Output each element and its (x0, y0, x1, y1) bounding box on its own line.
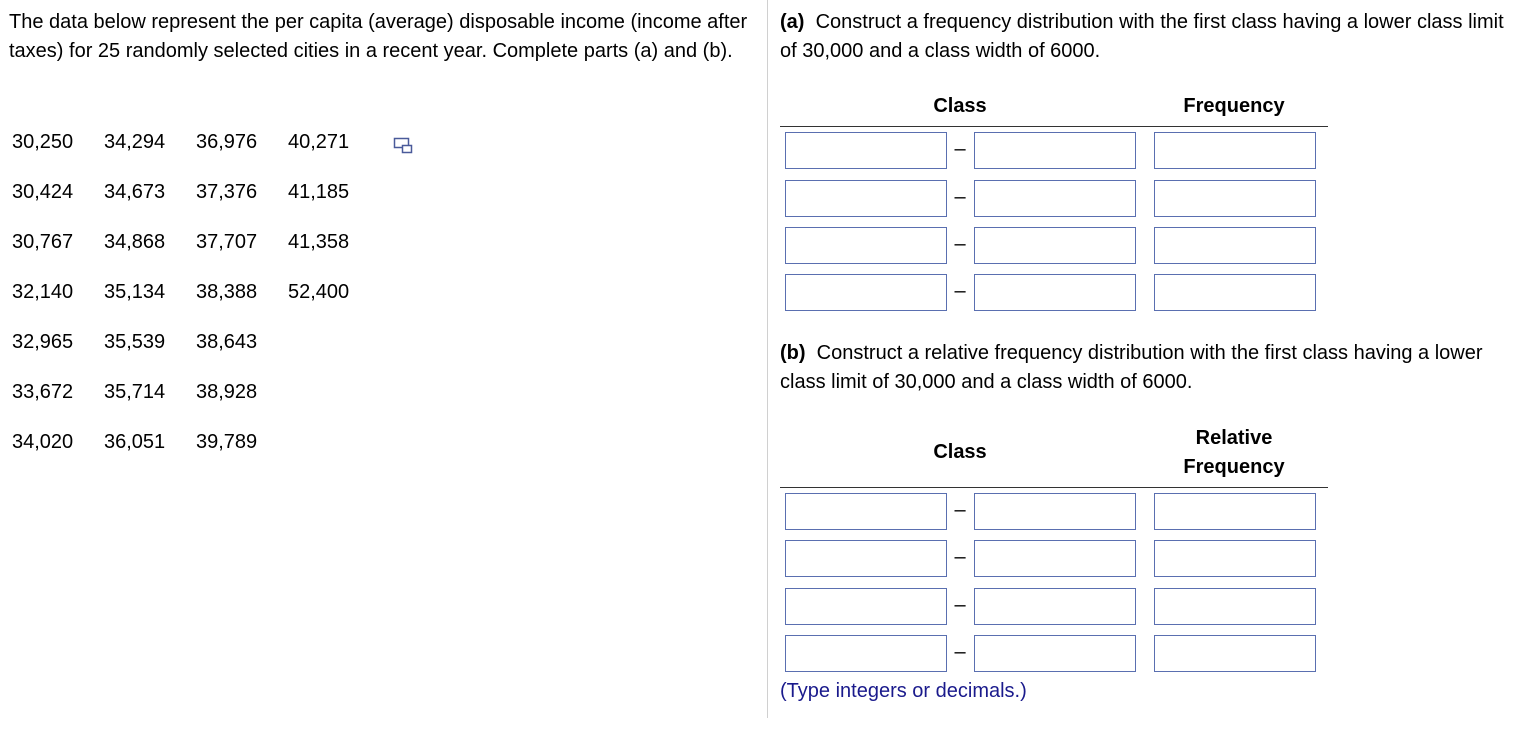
part-a-header-rule (780, 126, 1328, 127)
part-b-label: (b) (780, 342, 806, 364)
part-b-upper-limit-input[interactable] (974, 588, 1136, 625)
part-a-lower-limit-input[interactable] (785, 227, 947, 264)
data-cell: 36,976 (196, 131, 258, 153)
data-cell: 36,051 (104, 431, 166, 453)
range-dash: – (954, 186, 966, 208)
part-a-frequency-header: Frequency (1183, 95, 1285, 117)
part-a-lower-limit-input[interactable] (785, 132, 947, 169)
range-dash: – (954, 499, 966, 521)
part-a-upper-limit-input[interactable] (974, 227, 1136, 264)
data-table (12, 128, 380, 478)
data-cell: 30,767 (12, 231, 74, 253)
range-dash: – (954, 280, 966, 302)
part-b-upper-limit-input[interactable] (974, 493, 1136, 530)
data-cell: 32,140 (12, 281, 74, 303)
part-a-question (780, 8, 1525, 66)
data-cell: 32,965 (12, 331, 74, 353)
part-a-label: (a) (780, 11, 805, 33)
column-divider (767, 0, 768, 718)
part-b-lower-limit-input[interactable] (785, 635, 947, 672)
data-cell: 40,271 (288, 131, 350, 153)
problem-statement-panel (9, 8, 749, 66)
part-b-lower-limit-input[interactable] (785, 540, 947, 577)
part-b-class-header: Class (933, 441, 987, 463)
part-b-relative-frequency-input[interactable] (1154, 540, 1316, 577)
data-cell: 35,539 (104, 331, 166, 353)
data-row (12, 328, 380, 378)
part-a-text: Construct a frequency distribution with the first class having a lower class limit of 30,000 and a class width of 6000. (780, 11, 1504, 62)
data-cell: 41,185 (288, 181, 350, 203)
part-a-frequency-input[interactable] (1154, 132, 1316, 169)
part-a-frequency-input[interactable] (1154, 180, 1316, 217)
part-b-relative-frequency-input[interactable] (1154, 635, 1316, 672)
data-cell: 38,388 (196, 281, 258, 303)
data-cell: 34,868 (104, 231, 166, 253)
part-b-header-rule (780, 487, 1328, 488)
part-a-lower-limit-input[interactable] (785, 274, 947, 311)
part-b-relative-frequency-input[interactable] (1154, 588, 1316, 625)
intro-text: The data below represent the per capita (average) disposable income (income after taxes) for 25 randomly selected cities in a recent year. Complete parts (a) and (b). (9, 11, 748, 62)
part-a-class-header: Class (933, 95, 987, 117)
data-row (12, 178, 380, 228)
data-row (12, 378, 380, 428)
part-a-frequency-input[interactable] (1154, 274, 1316, 311)
range-dash: – (954, 233, 966, 255)
data-cell: 33,672 (12, 381, 74, 403)
part-b-lower-limit-input[interactable] (785, 493, 947, 530)
data-cell: 30,250 (12, 131, 74, 153)
header-line: Relative (1195, 427, 1273, 449)
part-a-lower-limit-input[interactable] (785, 180, 947, 217)
data-cell: 35,714 (104, 381, 166, 403)
part-b-relative-frequency-header (1154, 424, 1314, 482)
part-b-question (780, 339, 1525, 397)
data-cell: 38,928 (196, 381, 258, 403)
data-cell: 52,400 (288, 281, 350, 303)
data-row (12, 228, 380, 278)
range-dash: – (954, 641, 966, 663)
data-cell: 41,358 (288, 231, 350, 253)
data-cell: 37,707 (196, 231, 258, 253)
part-a-upper-limit-input[interactable] (974, 180, 1136, 217)
data-cell: 37,376 (196, 181, 258, 203)
part-b-text: Construct a relative frequency distribution with the first class having a lower class limit of 30,000 and a class width of 6000. (780, 342, 1483, 393)
data-cell: 34,294 (104, 131, 166, 153)
data-cell: 38,643 (196, 331, 258, 353)
data-cell: 34,673 (104, 181, 166, 203)
data-row (12, 128, 380, 178)
range-dash: – (954, 546, 966, 568)
part-a-upper-limit-input[interactable] (974, 132, 1136, 169)
copy-data-icon[interactable] (393, 137, 415, 155)
data-cell: 34,020 (12, 431, 74, 453)
part-b-lower-limit-input[interactable] (785, 588, 947, 625)
part-a-frequency-input[interactable] (1154, 227, 1316, 264)
data-cell: 30,424 (12, 181, 74, 203)
answer-format-note: (Type integers or decimals.) (780, 680, 1027, 702)
part-b-upper-limit-input[interactable] (974, 540, 1136, 577)
header-line: Frequency (1183, 456, 1285, 478)
part-a-upper-limit-input[interactable] (974, 274, 1136, 311)
data-row (12, 428, 380, 478)
part-b-relative-frequency-input[interactable] (1154, 493, 1316, 530)
range-dash: – (954, 594, 966, 616)
range-dash: – (954, 138, 966, 160)
part-b-upper-limit-input[interactable] (974, 635, 1136, 672)
data-row (12, 278, 380, 328)
data-cell: 39,789 (196, 431, 258, 453)
data-cell: 35,134 (104, 281, 166, 303)
